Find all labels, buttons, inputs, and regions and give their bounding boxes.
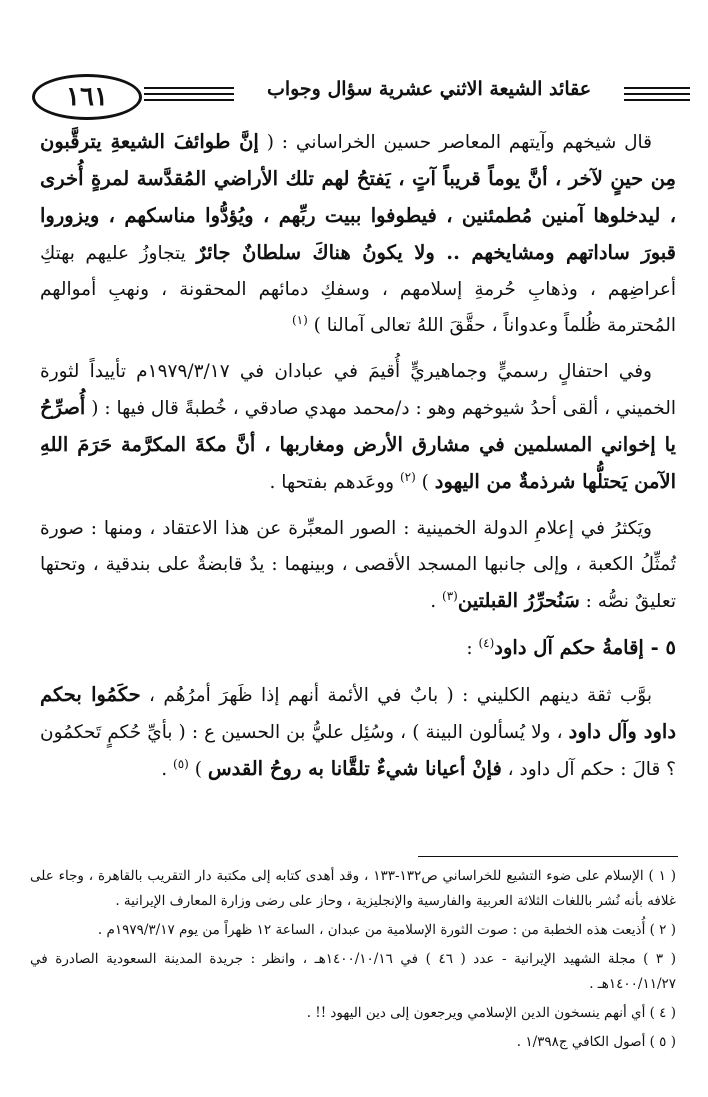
footnote-ref: (٥) — [173, 756, 189, 771]
paragraph-text: ووعَدهم بفتحها . — [269, 472, 400, 493]
quote-bold: حكَمُوا بحكم داود وآل داود — [40, 683, 677, 743]
footnote-item: ( ٢ ) أُذيعت هذه الخطبة من : صوت الثورة الإسلامية من عبدان ، الساعة ١٢ ظهراً من يوم ١٩٧٩/٣/١٧م . — [97, 922, 676, 938]
footnote-item: ( ٣ ) مجلة الشهيد الإيرانية - عدد ( ٤٦ ) في ١٤٠٠/١٠/١٦هـ ، وانظر : جريدة المدينة السعودية الصادرة في ١٤٠٠/١١/٢٧هـ . — [30, 951, 676, 992]
paragraph-4 — [40, 677, 676, 788]
header-rule — [624, 93, 690, 95]
paragraph-text: بوَّب ثقة دينهم الكليني : ( بابٌ في الأئمة أنهم إذا ظَهرَ أمرُهُم ، — [140, 685, 652, 706]
body-text — [40, 124, 676, 798]
footnote-ref: (١) — [291, 312, 308, 327]
paragraph-1 — [40, 124, 676, 344]
paragraph-text: ) — [188, 759, 208, 780]
paragraph-text: قال شيخهم وآيتهم المعاصر حسين الخراساني : ( — [258, 132, 652, 153]
paragraph-text: يتجاوزُ عليهم بهتكِ أعراضِهم ، وذهابِ حُرمةِ إسلامهم ، وسفكِ دمائهم المحقونة ، ونهبِ أموالهم المُحترمة ظُلماً وعدواناً ، حقَّقَ اللهُ تعالى آمالنا ) — [40, 243, 676, 336]
quote-bold: إنَّ طوائفَ الشيعةِ يترقَّبون مِن حينٍ لآخر ، أنَّ يوماً قريباً آتٍ ، يَفتحُ لهم تلك الأراضي المُقدَّسة لمرةٍ أُخرى ، ليدخلوها آمنين مُطمئنين ، فيطوفوا ببيت ربِّهم ، ويُؤدُّوا مناسكهم ، ويزوروا قبورَ ساداتهم ومشايخهم .. ولا يكونُ هناكَ سلطانٌ جائرٌ — [40, 130, 676, 264]
paragraph-text: ، ولا يُسألون البينة ) ، وسُئِل عليُّ بن الحسين ع : ( بأيِّ حُكمٍ تَحكمُون ؟ قالَ : حكم آل داود ، — [40, 722, 676, 780]
paragraph-text: . — [430, 591, 443, 612]
quote-bold: سَنُحرِّرُ القبلتين — [457, 589, 580, 612]
footnote-ref: (٢) — [399, 469, 416, 484]
header-rule — [144, 93, 234, 95]
header-rule — [624, 87, 690, 89]
quote-bold: فإنْ أعيانا شيءٌ تلقَّانا به روحُ القدس — [207, 757, 502, 780]
quote-bold: أُصرِّحُ يا إخواني المسلمين في مشارق الأرض ومغاربها ، أنَّ مكةَ المكرَّمة حَرَمَ اللهِ الآمن يَحتلُّها شرذمةٌ من اليهود — [40, 396, 676, 493]
footnote-ref: (٣) — [442, 588, 458, 603]
footnote-ref: (٤) — [478, 635, 495, 650]
paragraph-2 — [40, 354, 676, 501]
section-heading — [40, 630, 676, 667]
header-rule — [144, 87, 234, 89]
footnotes — [30, 864, 676, 1059]
running-title: عقائد الشيعة الاثني عشرية سؤال وجواب — [266, 78, 592, 100]
paragraph-text: ) — [415, 472, 435, 493]
footnote-item: ( ٤ ) أي أنهم ينسخون الدين الإسلامي ويرجعون إلى دين اليهود !! . — [306, 1005, 676, 1021]
footnote-item: ( ٥ ) أصول الكافي ج١/٣٩٨ . — [516, 1034, 676, 1050]
paragraph-text: . — [161, 759, 174, 780]
header-rule — [144, 99, 234, 101]
paragraph-text: ويَكثرُ في إعلامِ الدولة الخمينية : الصور المعبِّرة عن هذا الاعتقاد ، ومنها : صورة تُمثِّلُ الكعبة ، وإلى جانبها المسجد الأقصى ، وبينهما : يدٌ قابضةٌ على بندقية ، وتحتها تعليقٌ نصُّه : — [40, 518, 676, 612]
paragraph-text: وفي احتفالٍ رسميٍّ وجماهيريٍّ أُقيمَ في عبادان في ١٩٧٩/٣/١٧م تأييداً لثورة الخميني ، ألقى أحدُ شيوخهم وهو : د/محمد مهدي صادقي ، خُطبةً قال فيها : ( — [40, 361, 676, 419]
paragraph-3 — [40, 511, 676, 620]
footnote-separator — [418, 856, 678, 857]
header-rule — [624, 99, 690, 101]
heading-text: ٥ - إقامةُ حكم آل داود — [494, 636, 676, 659]
heading-colon: : — [466, 638, 479, 659]
footnote-item: ( ١ ) الإسلام على ضوء التشيع للخراساني ص١٣٢-١٣٣ ، وقد أهدى كتابه إلى مكتبة دار التقريب بالقاهرة ، وجاء على غلافه بأنه نُشر باللغات الثلاثة العربية والفارسية والإنجليزية ، وحاز على رضى وزارة المعارف الإيرانية . — [30, 868, 676, 909]
page-header — [18, 70, 690, 120]
page-number: ١٦١ — [32, 74, 142, 120]
